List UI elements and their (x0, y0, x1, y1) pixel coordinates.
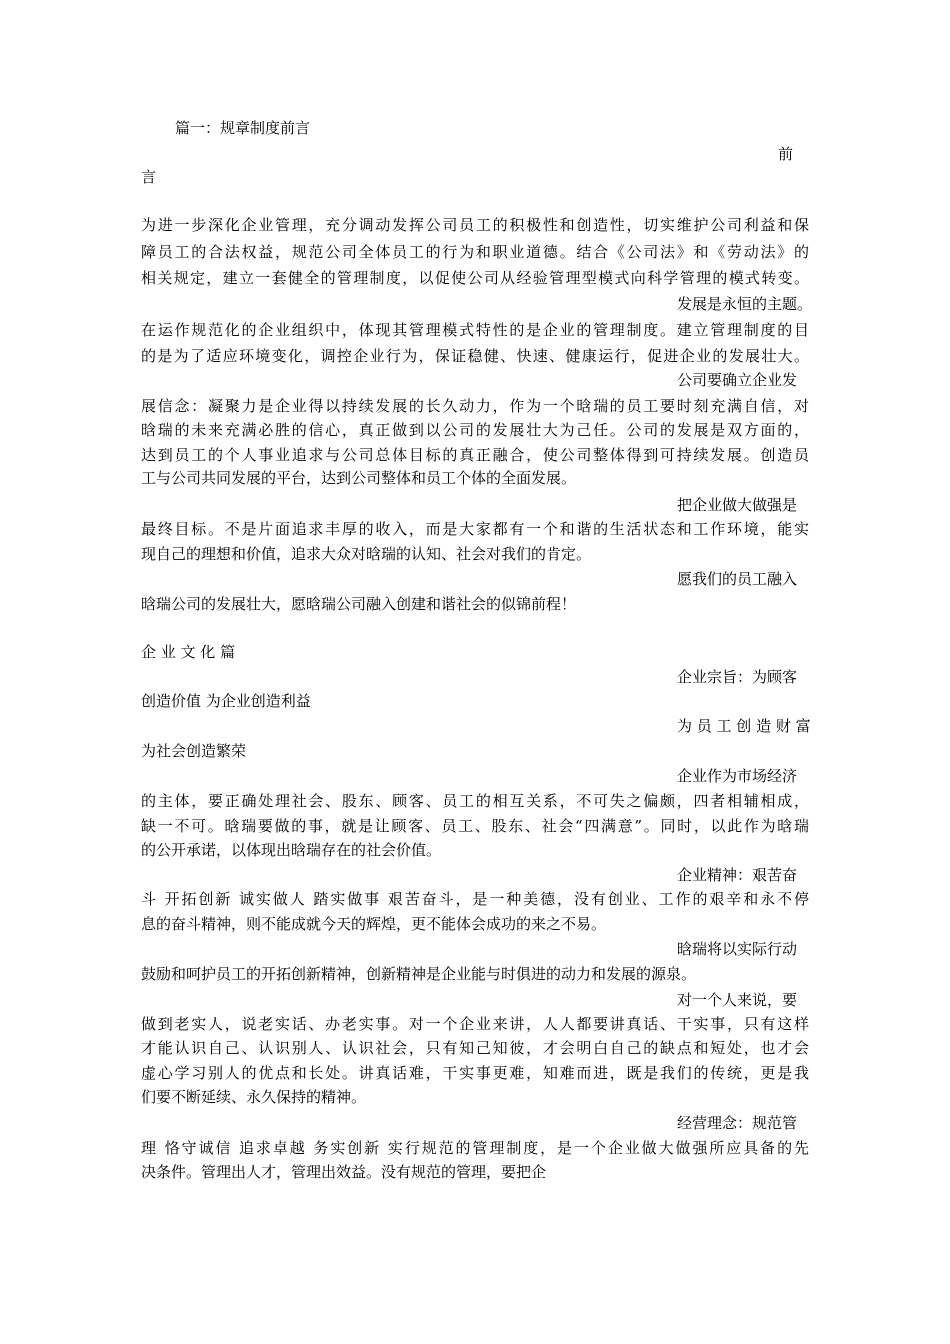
paragraph-lead: 愿我们的员工融入 (677, 570, 798, 588)
paragraph-line: 障员工的合法权益，规范公司全体员工的行为和职业道德。结合《公司法》和《劳动法》的 (141, 243, 809, 261)
paragraph-lead: 发展是永恒的主题。 (677, 295, 813, 313)
paragraph-line: 现自己的理想和价值，追求大众对晗瑞的认知、社会对我们的肯定。 (141, 545, 592, 563)
heading-part2: 言 (141, 168, 157, 186)
paragraph-line: 为进一步深化企业管理，充分调动发挥公司员工的积极性和创造性，切实维护公司利益和保 (141, 216, 809, 234)
paragraph-line: 相关规定，建立一套健全的管理制度，以促使公司从经验管理型模式向科学管理的模式转变。 (141, 269, 809, 287)
paragraph-line: 最终目标。不是片面追求丰厚的收入，而是大家都有一个和谐的生活状态和工作环境，能实 (141, 520, 809, 538)
paragraph-lead: 为 员 工 创 造 财 富 (677, 717, 811, 735)
paragraph-line: 缺一不可。晗瑞要做的事，就是让顾客、员工、股东、社会“四满意”。同时，以此作为晗瑞 (141, 817, 809, 835)
paragraph-line: 虚心学习别人的优点和长处。讲真话难，干实事更难，知难而进，既是我们的传统，更是我 (141, 1064, 809, 1082)
paragraph-line: 的是为了适应环境变化，调控企业行为，保证稳健、快速、健康运行，促进企业的发展壮大。 (141, 347, 809, 365)
paragraph-line: 才能认识自己、认识别人、认识社会，只有知己知彼，才会明白自己的缺点和短处，也才会 (141, 1039, 809, 1057)
paragraph-lead: 经营理念：规范管 (677, 1114, 798, 1132)
section-title: 篇一：规章制度前言 (175, 119, 311, 137)
paragraph-line: 们要不断延续、永久保持的精神。 (141, 1088, 367, 1106)
paragraph-line: 决条件。管理出人才，管理出效益。没有规范的管理，要把企 (141, 1163, 547, 1181)
paragraph-line: 在运作规范化的企业组织中，体现其管理模式特性的是企业的管理制度。建立管理制度的目 (141, 321, 809, 339)
paragraph-line: 为社会创造繁荣 (141, 742, 247, 760)
paragraph-line: 晗瑞公司的发展壮大，愿晗瑞公司融入创建和谐社会的似锦前程！ (141, 595, 577, 613)
paragraph-line: 晗瑞的未来充满必胜的信心，真正做到以公司的发展壮大为己任。公司的发展是双方面的， (141, 421, 809, 439)
paragraph-line: 息的奋斗精神，则不能成就今天的辉煌，更不能体会成功的来之不易。 (141, 915, 607, 933)
paragraph-lead: 企业宗旨：为顾客 (677, 668, 798, 686)
paragraph-line: 的主体，要正确处理社会、股东、顾客、员工的相互关系，不可失之偏颇，四者相辅相成， (141, 792, 809, 810)
paragraph-line: 工与公司共同发展的平台，达到公司整体和员工个体的全面发展。 (141, 469, 577, 487)
paragraph-line: 理 恪守诚信 追求卓越 务实创新 实行规范的管理制度，是一个企业做大做强所应具备的先 (141, 1139, 809, 1157)
heading-part1: 前 (778, 145, 794, 163)
paragraph-lead: 对一个人来说，要 (677, 991, 798, 1009)
paragraph-lead: 把企业做大做强是 (677, 496, 798, 514)
paragraph-lead: 企业精神：艰苦奋 (677, 866, 798, 884)
paragraph-line: 鼓励和呵护员工的开拓创新精神，创新精神是企业能与时俱进的动力和发展的源泉。 (141, 965, 697, 983)
culture-title: 企 业 文 化 篇 (141, 643, 236, 661)
paragraph-line: 达到员工的个人事业追求与公司总体目标的真正融合，使公司整体得到可持续发展。创造员 (141, 446, 809, 464)
paragraph-line: 的公开承诺，以体现出晗瑞存在的社会价值。 (141, 841, 442, 859)
paragraph-lead: 企业作为市场经济 (677, 767, 798, 785)
paragraph-line: 斗 开拓创新 诚实做人 踏实做事 艰苦奋斗，是一种美德，没有创业、工作的艰辛和永不停 (141, 890, 809, 908)
paragraph-lead: 公司要确立企业发 (677, 371, 798, 389)
paragraph-line: 做到老实人，说老实话、办老实事。对一个企业来讲，人人都要讲真话、干实事，只有这样 (141, 1015, 809, 1033)
paragraph-line: 展信念：凝聚力是企业得以持续发展的长久动力，作为一个晗瑞的员工要时刻充满自信，对 (141, 397, 809, 415)
paragraph-line: 创造价值 为企业创造利益 (141, 692, 311, 710)
paragraph-lead: 晗瑞将以实际行动 (677, 940, 798, 958)
